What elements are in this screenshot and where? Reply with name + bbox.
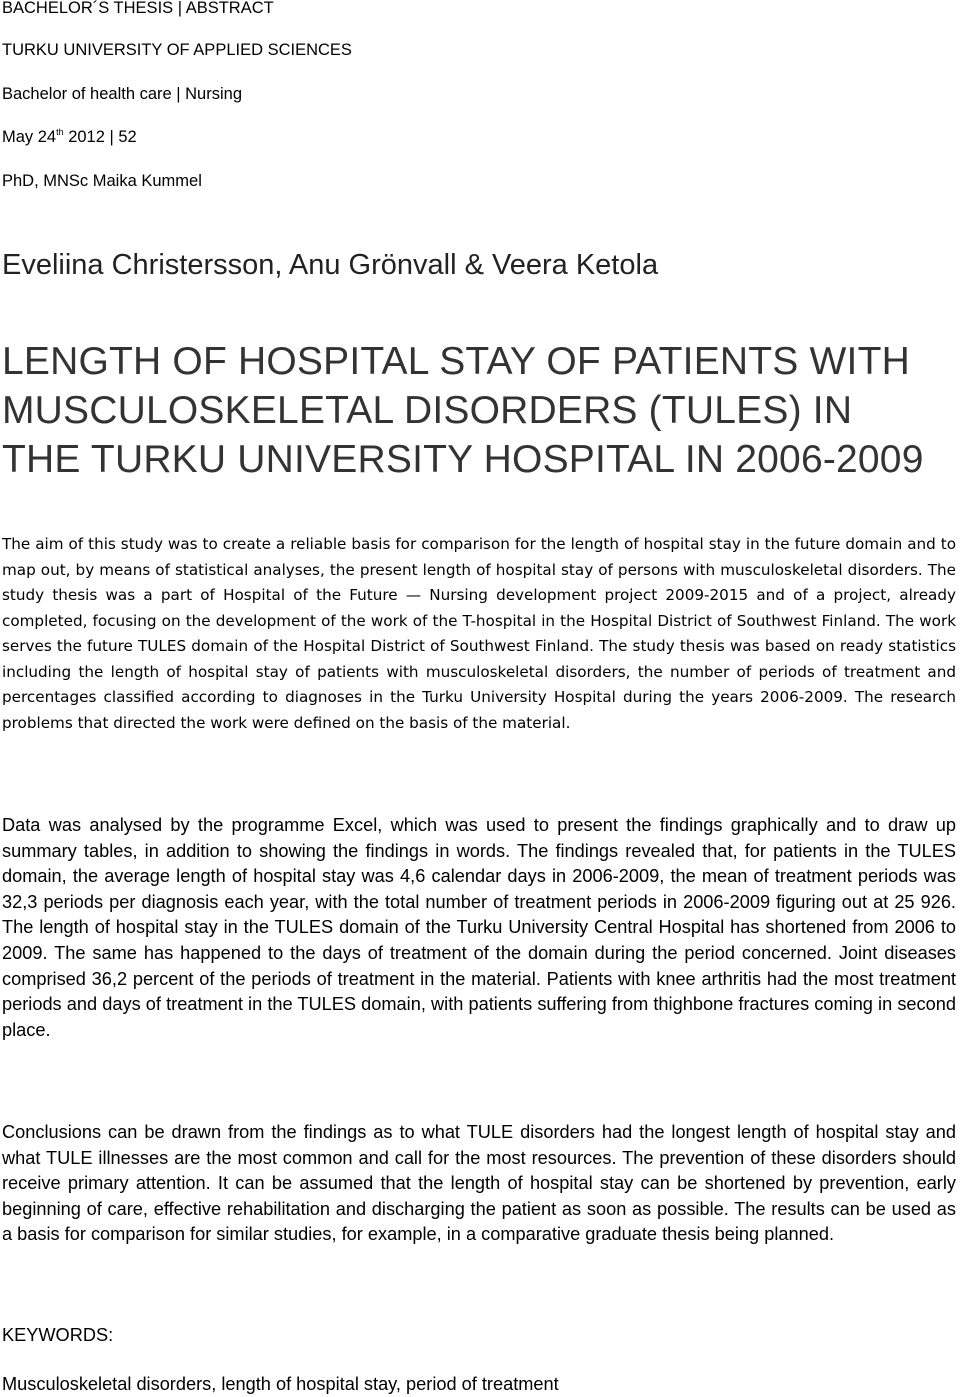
keywords-label: KEYWORDS:: [2, 1325, 114, 1345]
date-year-pages: 2012 | 52: [63, 128, 137, 146]
title-line: MUSCULOSKELETAL DISORDERS (TULES) IN: [2, 389, 853, 432]
abstract-paragraph-results: Data was analysed by the programme Excel, which was used to present the findings graphically and to draw up summary tables, in addition to showing the findings in words. The findings revealed that, for patients in the TULES domain, the average length of hospital stay was 4,6 calendar days in 2006-2009, the mean of treatment periods was 32,3 periods per diagnosis each year, with the total number of treatment periods in 2006-2009 figuring out at 25 926. The length of hospital stay in the TULES domain of the Turku University Central Hospital has shortened from 2006 to 2009. The same has happened to the days of treatment of the domain during the period concerned. Joint diseases comprised 36,2 percent of the periods of treatment in the material. Patients with knee arthritis had the most treatment periods and days of treatment in the TULES domain, with patients suffering from thighbone fractures coming in second place.: [2, 815, 956, 1040]
title-line: LENGTH OF HOSPITAL STAY OF PATIENTS WITH: [2, 340, 910, 383]
abstract-paragraph-conclusions: Conclusions can be drawn from the findings as to what TULE disorders had the longest length of hospital stay and what TULE illnesses are the most common and call for the most resources. The prevention of these disorders should receive primary attention. It can be assumed that the length of hospital stay can be shortened by prevention, early beginning of care, effective rehabilitation and discharging the patient as soon as possible. The results can be used as a basis for comparison for similar studies, for example, in a comparative graduate thesis being planned.: [2, 1122, 956, 1245]
keywords-value: Musculoskeletal disorders, length of hospital stay, period of treatment: [2, 1374, 559, 1394]
date-and-pages: [2, 127, 137, 147]
thesis-title: [2, 337, 958, 484]
abstract-paragraph-aim: The aim of this study was to create a reliable basis for comparison for the length of hospital stay in the future domain and to map out, by means of statistical analyses, the present length of hospital stay of persons with musculoskeletal disorders. The study thesis was a part of Hospital of the Future — Nursing development project 2009-2015 and of a project, already completed, focusing on the development of the work of the T-hospital in the Hospital District of Southwest Finland. The work serves the future TULES domain of the Hospital District of Southwest Finland. The study thesis was based on ready statistics including the length of hospital stay of patients with musculoskeletal disorders, the number of periods of treatment and percentages classified according to diagnoses in the Turku University Hospital during the years 2006-2009. The research problems that directed the work were defined on the basis of the material.: [2, 535, 956, 732]
institution: TURKU UNIVERSITY OF APPLIED SCIENCES: [2, 41, 352, 59]
date-day: May 24: [2, 128, 57, 146]
degree-programme: Bachelor of health care | Nursing: [2, 85, 242, 103]
supervisor: PhD, MNSc Maika Kummel: [2, 172, 202, 190]
authors: Eveliina Christersson, Anu Grönvall & Veera Ketola: [2, 249, 659, 281]
date-ordinal: th: [56, 127, 64, 137]
title-line: THE TURKU UNIVERSITY HOSPITAL IN 2006-2009: [2, 438, 924, 481]
document-type: BACHELOR´S THESIS | ABSTRACT: [2, 0, 274, 17]
